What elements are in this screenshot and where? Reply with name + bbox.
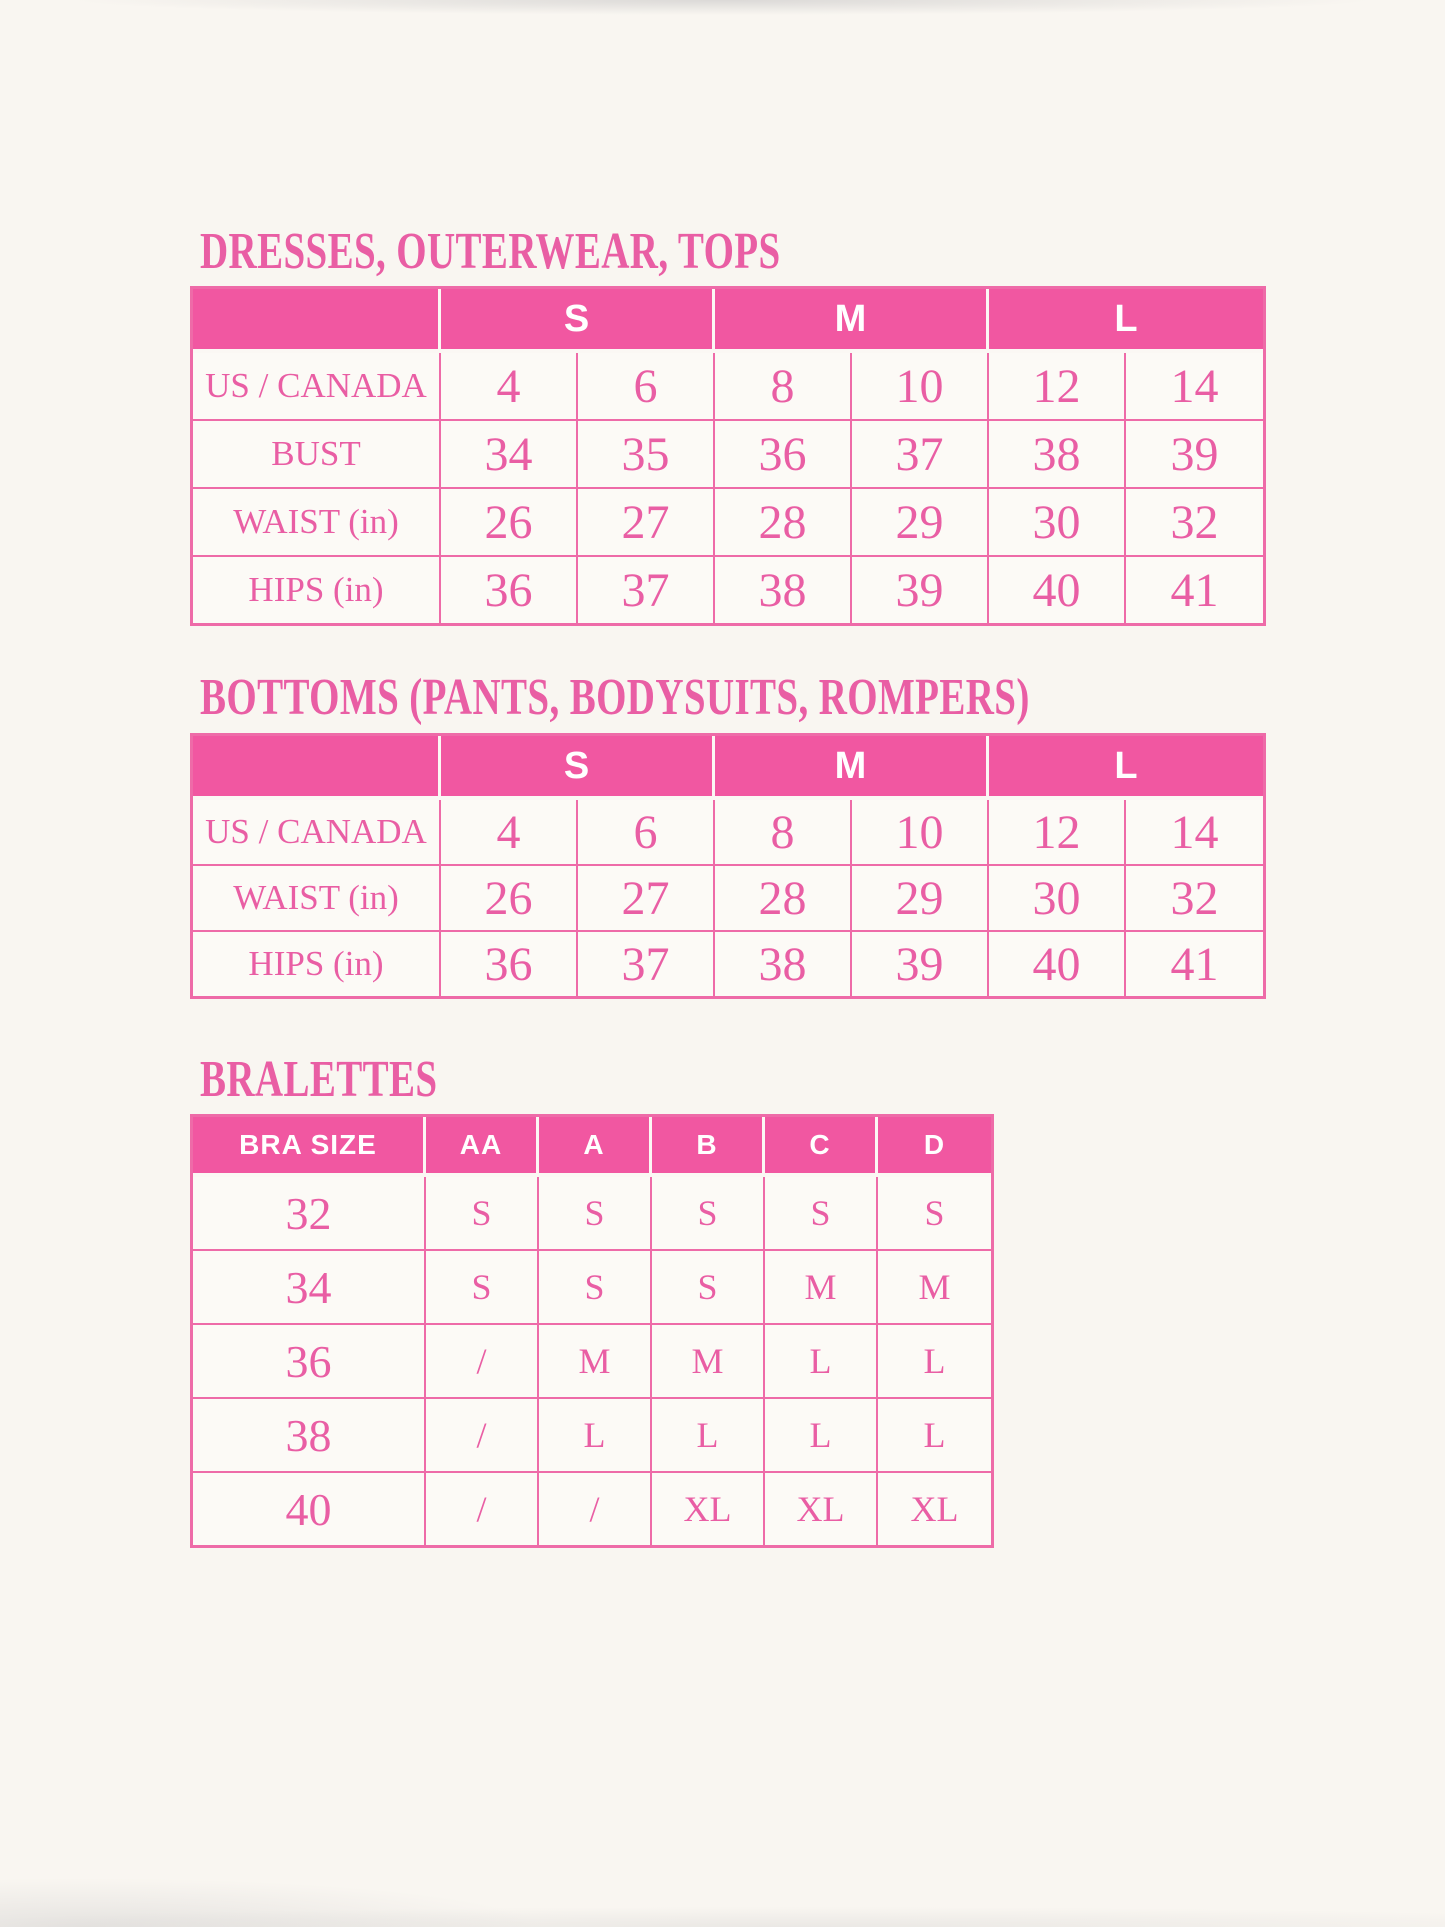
size-cell: S [539, 1251, 652, 1325]
size-cell: 36 [441, 932, 578, 996]
size-cell: 39 [852, 557, 989, 623]
size-cell: / [426, 1473, 539, 1545]
size-group-header-s: S [441, 289, 715, 353]
size-cell: 36 [441, 557, 578, 623]
row-label: US / CANADA [193, 353, 441, 421]
size-cell: 40 [989, 932, 1126, 996]
size-cell: M [652, 1325, 765, 1399]
size-cell: L [765, 1399, 878, 1473]
size-cell: 30 [989, 866, 1126, 932]
size-cell: 37 [578, 557, 715, 623]
bottoms-table [190, 733, 1266, 999]
table-header-row [193, 289, 1263, 353]
size-cell: / [426, 1399, 539, 1473]
table-row [193, 1473, 991, 1545]
size-group-header-l: L [989, 289, 1263, 353]
table-row [193, 932, 1263, 996]
size-cell: L [878, 1325, 991, 1399]
size-cell: S [878, 1177, 991, 1251]
size-cell: 39 [852, 932, 989, 996]
size-cell: 28 [715, 489, 852, 557]
size-cell: 4 [441, 800, 578, 866]
size-cell: M [878, 1251, 991, 1325]
row-label: BUST [193, 421, 441, 489]
table-header-row [193, 1117, 991, 1177]
bra-band-label: 36 [193, 1325, 426, 1399]
table-row [193, 866, 1263, 932]
cup-header-c: C [765, 1117, 878, 1177]
size-cell: 10 [852, 353, 989, 421]
size-cell: 38 [989, 421, 1126, 489]
cup-header-b: B [652, 1117, 765, 1177]
table-row [193, 1177, 991, 1251]
size-cell: 41 [1170, 563, 1219, 617]
table-header-row [193, 736, 1263, 800]
size-cell: S [426, 1251, 539, 1325]
size-cell: S [652, 1177, 765, 1251]
size-cell: 39 [1126, 421, 1263, 489]
size-cell: 32 [1126, 866, 1263, 932]
size-cell: 8 [715, 353, 852, 421]
row-label: WAIST (in) [193, 866, 441, 932]
size-cell: L [878, 1399, 991, 1473]
size-cell: 37 [852, 421, 989, 489]
section-title-bottoms: BOTTOMS (PANTS, BODYSUITS, ROMPERS) [200, 669, 1030, 726]
row-label: HIPS (in) [193, 557, 441, 623]
size-cell: 28 [715, 866, 852, 932]
dresses-outerwear-tops-table [190, 286, 1266, 626]
row-label: WAIST (in) [193, 489, 441, 557]
size-cell: M [765, 1251, 878, 1325]
section-title-dresses-outerwear-tops: DRESSES, OUTERWEAR, TOPS [200, 223, 781, 280]
size-cell: 14 [1126, 353, 1263, 421]
row-label: US / CANADA [193, 800, 441, 866]
size-cell: 30 [989, 489, 1126, 557]
bra-band-label: 38 [193, 1399, 426, 1473]
size-cell: 10 [852, 800, 989, 866]
size-cell: S [426, 1177, 539, 1251]
size-cell: 37 [578, 932, 715, 996]
size-cell: XL [765, 1473, 878, 1545]
size-cell: 12 [989, 800, 1126, 866]
size-cell: 12 [989, 353, 1126, 421]
size-cell: XL [652, 1473, 765, 1545]
size-cell: 34 [441, 421, 578, 489]
size-cell: L [652, 1399, 765, 1473]
size-group-header-m: M [715, 736, 989, 800]
size-cell: 6 [578, 353, 715, 421]
size-cell: 36 [715, 421, 852, 489]
size-cell: 29 [852, 489, 989, 557]
cup-header-aa: AA [426, 1117, 539, 1177]
size-cell: / [539, 1473, 652, 1545]
size-cell: 4 [441, 353, 578, 421]
table-row [193, 353, 1263, 421]
bra-band-label: 40 [193, 1473, 426, 1545]
size-cell: XL [910, 1489, 959, 1529]
size-group-header-l: L [989, 736, 1263, 800]
size-cell: 14 [1126, 800, 1263, 866]
bra-band-label: 32 [193, 1177, 426, 1251]
size-cell: L [765, 1325, 878, 1399]
size-cell: 26 [441, 866, 578, 932]
size-cell: 26 [441, 489, 578, 557]
bra-size-header: BRA SIZE [193, 1117, 426, 1177]
size-cell: 38 [715, 557, 852, 623]
bra-band-label: 34 [193, 1251, 426, 1325]
size-group-header-m: M [715, 289, 989, 353]
corner-header-cell [193, 289, 441, 353]
size-cell: 38 [715, 932, 852, 996]
table-row [193, 1399, 991, 1473]
table-row [193, 1325, 991, 1399]
row-label: HIPS (in) [193, 932, 441, 996]
section-title-bralettes: BRALETTES [200, 1051, 438, 1108]
size-cell: 40 [989, 557, 1126, 623]
corner-header-cell [193, 736, 441, 800]
cup-header-a: A [539, 1117, 652, 1177]
size-cell: 6 [578, 800, 715, 866]
size-cell: S [652, 1251, 765, 1325]
table-row [193, 421, 1263, 489]
size-cell: S [539, 1177, 652, 1251]
table-row [193, 557, 1263, 623]
size-cell: 29 [852, 866, 989, 932]
size-cell: 27 [578, 489, 715, 557]
table-row [193, 1251, 991, 1325]
table-row [193, 800, 1263, 866]
size-cell: 32 [1126, 489, 1263, 557]
size-cell: / [426, 1325, 539, 1399]
bralettes-table [190, 1114, 994, 1548]
size-cell: S [765, 1177, 878, 1251]
cup-header-d: D [878, 1117, 991, 1177]
size-cell: 35 [578, 421, 715, 489]
size-cell: M [539, 1325, 652, 1399]
size-cell: L [539, 1399, 652, 1473]
size-cell: 41 [1170, 937, 1219, 991]
size-group-header-s: S [441, 736, 715, 800]
size-cell: 27 [578, 866, 715, 932]
table-row [193, 489, 1263, 557]
size-cell: 8 [715, 800, 852, 866]
